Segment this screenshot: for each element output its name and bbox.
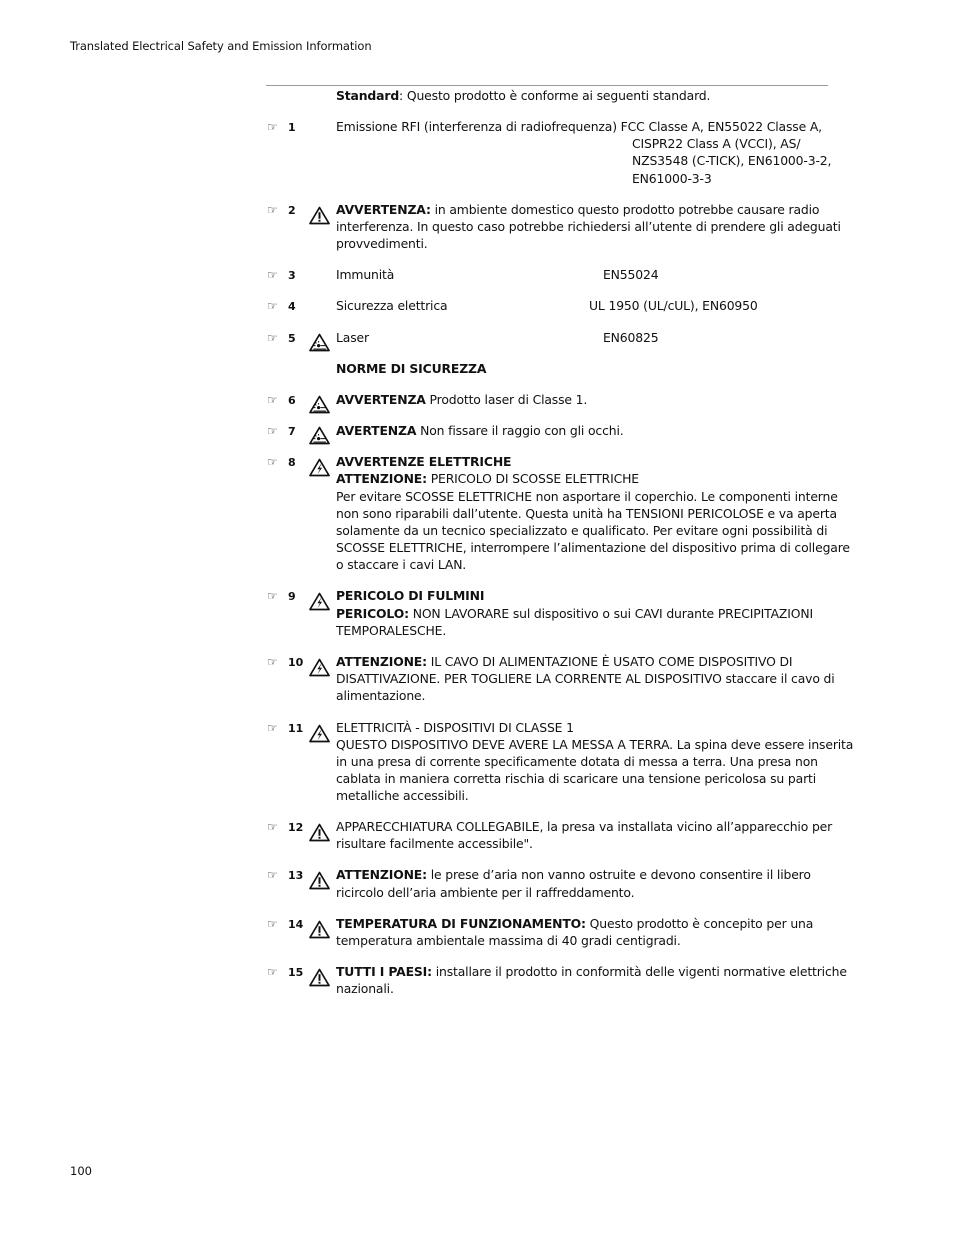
item-number-11: ☞ 11 xyxy=(267,721,304,735)
item-number-1: ☞ 1 xyxy=(267,120,296,134)
item-13-line-1: ATTENZIONE: le prese d’aria non vanno ostruite e devono consentire il libero xyxy=(336,867,811,882)
item-2-line-1: AVVERTENZA: in ambiente domestico questo prodotto potrebbe causare radio xyxy=(336,202,820,217)
section-heading: NORME DI SICUREZZA xyxy=(336,361,487,376)
running-header: Translated Electrical Safety and Emission Information xyxy=(70,39,372,53)
item-12-line-2: risultare facilmente accessibile". xyxy=(336,836,533,851)
warning-icon xyxy=(309,206,330,225)
item-10-line-3: alimentazione. xyxy=(336,688,426,703)
electric-shock-icon xyxy=(309,658,330,677)
item-15-line-1: TUTTI I PAESI: installare il prodotto in conformità delle vigenti normative elettriche xyxy=(336,964,847,979)
item-8-line-2: Per evitare SCOSSE ELETTRICHE non asportare il coperchio. Le componenti interne xyxy=(336,489,838,504)
item-number-4: ☞ 4 xyxy=(267,299,296,313)
top-rule xyxy=(266,85,828,86)
item-14-line-1: TEMPERATURA DI FUNZIONAMENTO: Questo prodotto è concepito per una xyxy=(336,916,814,931)
item-11-line-3: in una presa di corrente specificamente dotata di messa a terra. Una presa non xyxy=(336,754,818,769)
item-11-line-5: metalliche accessibili. xyxy=(336,788,469,803)
item-14-line-2: temperatura ambientale massima di 40 gradi centigradi. xyxy=(336,933,681,948)
item-8-line-5: SCOSSE ELETTRICHE, interrompere l’alimentazione del dispositivo prima di collegare xyxy=(336,540,850,555)
item-3-value: EN55024 xyxy=(603,267,659,282)
hand-pointer-icon: ☞ xyxy=(267,424,278,438)
item-10-line-2: DISATTIVAZIONE. PER TOGLIERE LA CORRENTE AL DISPOSITIVO staccare il cavo di xyxy=(336,671,835,686)
hand-pointer-icon: ☞ xyxy=(267,655,278,669)
hand-pointer-icon: ☞ xyxy=(267,393,278,407)
laser-warning-icon xyxy=(309,395,330,414)
item-11-line-4: cablata in maniera corretta rischia di scaricare una tensione pericolosa su parti xyxy=(336,771,817,786)
item-8-heading: AVVERTENZE ELETTRICHE xyxy=(336,454,512,469)
item-3-label: Immunità xyxy=(336,267,395,282)
item-6-line-1: AVVERTENZA Prodotto laser di Classe 1. xyxy=(336,392,588,407)
item-1-line-4: EN61000-3-3 xyxy=(632,171,712,186)
item-9-line-2: TEMPORALESCHE. xyxy=(336,623,447,638)
electric-shock-icon xyxy=(309,458,330,477)
hand-pointer-icon: ☞ xyxy=(267,721,278,735)
item-number-12: ☞ 12 xyxy=(267,820,304,834)
item-7-line-1: AVERTENZA Non fissare il raggio con gli occhi. xyxy=(336,423,624,438)
item-10-line-1: ATTENZIONE: IL CAVO DI ALIMENTAZIONE È USATO COME DISPOSITIVO DI xyxy=(336,654,793,669)
item-12-line-1: APPARECCHIATURA COLLEGABILE, la presa va installata vicino all’apparecchio per xyxy=(336,819,833,834)
laser-warning-icon xyxy=(309,426,330,445)
hand-pointer-icon: ☞ xyxy=(267,965,278,979)
item-number-5: ☞ 5 xyxy=(267,331,296,345)
page-number: 100 xyxy=(70,1164,92,1178)
item-number-3: ☞ 3 xyxy=(267,268,296,282)
item-number-9: ☞ 9 xyxy=(267,589,296,603)
item-9-heading: PERICOLO DI FULMINI xyxy=(336,588,485,603)
item-number-2: ☞ 2 xyxy=(267,203,296,217)
standard-label: Standard xyxy=(336,88,400,103)
hand-pointer-icon: ☞ xyxy=(267,203,278,217)
item-number-6: ☞ 6 xyxy=(267,393,296,407)
item-11-line-1: ELETTRICITÀ - DISPOSITIVI DI CLASSE 1 xyxy=(336,720,574,735)
item-8-line-4: solamente da un tecnico specializzato e qualificato. Per evitare ogni possibilità di xyxy=(336,523,828,538)
electric-shock-icon xyxy=(309,724,330,743)
hand-pointer-icon: ☞ xyxy=(267,268,278,282)
item-2-line-2: interferenza. In questo caso potrebbe richiedersi all’utente di prendere gli adeguati xyxy=(336,219,841,234)
item-4-value: UL 1950 (UL/cUL), EN60950 xyxy=(589,298,758,313)
item-1-line-2: CISPR22 Class A (VCCI), AS/ xyxy=(632,136,801,151)
item-11-line-2: QUESTO DISPOSITIVO DEVE AVERE LA MESSA A TERRA. La spina deve essere inserita xyxy=(336,737,854,752)
hand-pointer-icon: ☞ xyxy=(267,868,278,882)
item-5-value: EN60825 xyxy=(603,330,659,345)
item-2-line-3: provvedimenti. xyxy=(336,236,428,251)
hand-pointer-icon: ☞ xyxy=(267,331,278,345)
item-number-8: ☞ 8 xyxy=(267,455,296,469)
hand-pointer-icon: ☞ xyxy=(267,299,278,313)
hand-pointer-icon: ☞ xyxy=(267,589,278,603)
hand-pointer-icon: ☞ xyxy=(267,917,278,931)
item-13-line-2: ricircolo dell’aria ambiente per il raffreddamento. xyxy=(336,885,635,900)
item-number-14: ☞ 14 xyxy=(267,917,304,931)
item-1-line-1: Emissione RFI (interferenza di radiofrequenza) FCC Classe A, EN55022 Classe A, xyxy=(336,119,822,134)
hand-pointer-icon: ☞ xyxy=(267,455,278,469)
item-8-line-3: non sono riparabili dall’utente. Questa unità ha TENSIONI PERICOLOSE e va aperta xyxy=(336,506,837,521)
warning-icon xyxy=(309,920,330,939)
item-number-13: ☞ 13 xyxy=(267,868,304,882)
item-4-label: Sicurezza elettrica xyxy=(336,298,448,313)
item-number-10: ☞ 10 xyxy=(267,655,304,669)
standard-text: : Questo prodotto è conforme ai seguenti standard. xyxy=(399,88,711,103)
hand-pointer-icon: ☞ xyxy=(267,820,278,834)
item-number-15: ☞ 15 xyxy=(267,965,304,979)
item-number-7: ☞ 7 xyxy=(267,424,296,438)
standard-line xyxy=(336,87,710,104)
item-5-label: Laser xyxy=(336,330,369,345)
electric-shock-icon xyxy=(309,592,330,611)
warning-icon xyxy=(309,968,330,987)
warning-icon xyxy=(309,871,330,890)
item-8-line-6: o staccare i cavi LAN. xyxy=(336,557,467,572)
item-1-line-3: NZS3548 (C-TICK), EN61000-3-2, xyxy=(632,153,832,168)
item-15-line-2: nazionali. xyxy=(336,981,394,996)
hand-pointer-icon: ☞ xyxy=(267,120,278,134)
warning-icon xyxy=(309,823,330,842)
laser-warning-icon xyxy=(309,333,330,352)
item-8-line-1: ATTENZIONE: PERICOLO DI SCOSSE ELETTRICHE xyxy=(336,471,639,486)
item-9-line-1: PERICOLO: NON LAVORARE sul dispositivo o sui CAVI durante PRECIPITAZIONI xyxy=(336,606,813,621)
